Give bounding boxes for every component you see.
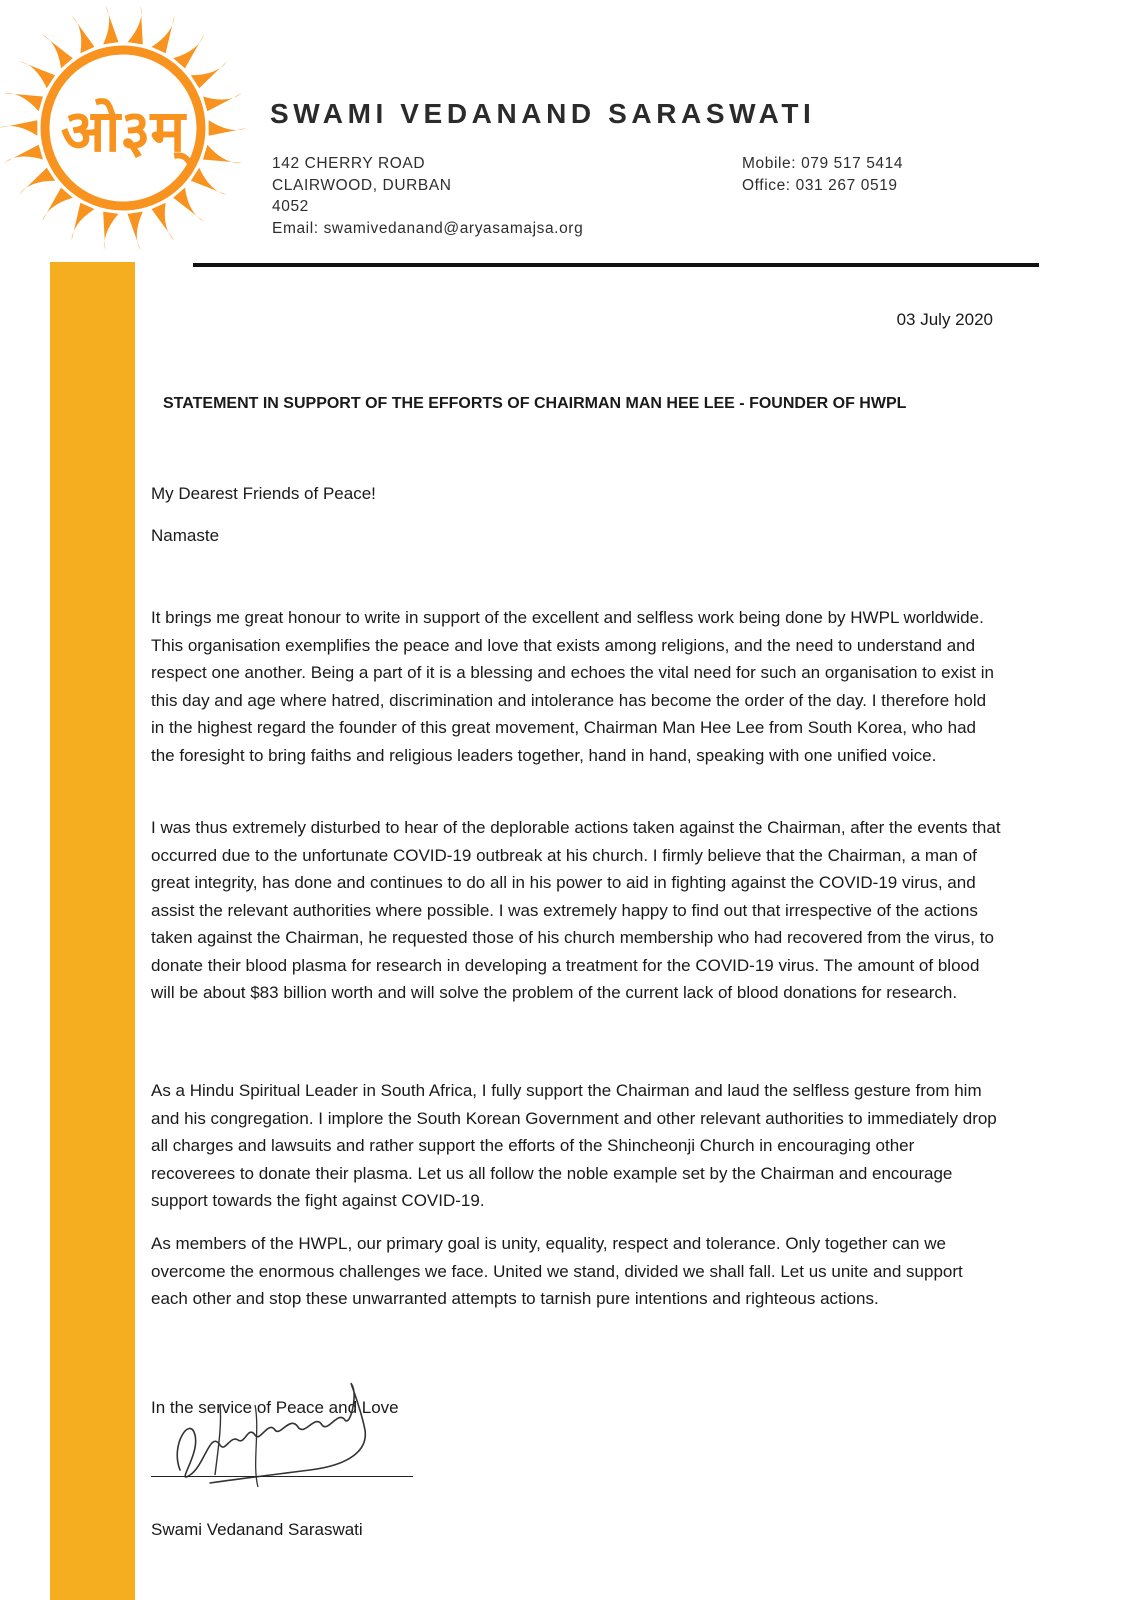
sun-ray <box>103 5 118 44</box>
sun-ray <box>152 15 175 53</box>
email-line: Email: swamivedanand@aryasamajsa.org <box>272 219 584 237</box>
orange-side-bar <box>50 262 135 1600</box>
sun-ray <box>191 168 227 195</box>
sun-ray <box>128 5 143 44</box>
sun-ray <box>42 188 73 222</box>
signature-line <box>151 1476 413 1477</box>
handwritten-signature <box>160 1375 390 1490</box>
sun-ray <box>173 188 204 222</box>
body-paragraph: As a Hindu Spiritual Leader in South Africa, I fully support the Chairman and laud the selfless gesture from him and his congregation. I implore the South Korean Government and other relevant authorities to immediately drop all charges and lawsuits and rather support the efforts of the Shincheonji Church in encouraging other recoverees to donate their plasma. Let us all follow the noble example set by the Chairman and encourage support towards the fight against COVID-19. <box>151 1081 997 1210</box>
sun-ray <box>103 212 118 251</box>
office-number: Office: 031 267 0519 <box>742 176 898 194</box>
signatory-name: Swami Vedanand Saraswati <box>151 1520 363 1539</box>
letter-subject: STATEMENT IN SUPPORT OF THE EFFORTS OF CHAIRMAN MAN HEE LEE - FOUNDER OF HWPL <box>163 395 907 412</box>
sun-ray <box>173 34 204 68</box>
sun-ray <box>42 34 73 68</box>
sun-ray <box>19 61 55 88</box>
sun-ray <box>203 145 242 163</box>
sun-ray <box>152 203 175 241</box>
letterhead-name: SWAMI VEDANAND SARASWATI <box>270 98 816 129</box>
sun-ray <box>4 93 43 111</box>
body-paragraph: As members of the HWPL, our primary goal is unity, equality, respect and tolerance. Only together can we overcome the enormous challenges we face. United we stand, divided we shall fall. Let us unite and support each other and stop these unwarranted attempts to tarnish pure intentions and righteous actions. <box>151 1234 963 1308</box>
salutation: My Dearest Friends of Peace! <box>151 484 376 503</box>
letterhead-contact <box>742 153 903 196</box>
sun-ray <box>203 93 242 111</box>
letterhead-address <box>272 153 583 239</box>
greeting: Namaste <box>151 526 220 545</box>
sun-ray <box>209 120 247 135</box>
closing-line: In the service of Peace and Love <box>151 1398 399 1417</box>
mobile-number: Mobile: 079 517 5414 <box>742 155 904 172</box>
address-line: 4052 <box>272 198 309 215</box>
address-line: CLAIRWOOD, DURBAN <box>272 176 452 194</box>
letter-date: 03 July 2020 <box>896 310 993 329</box>
sun-ray <box>191 61 227 88</box>
sun-ray <box>71 203 94 241</box>
sun-ray <box>19 168 55 195</box>
address-line: 142 CHERRY ROAD <box>272 155 426 172</box>
header-divider <box>193 263 1039 267</box>
sun-ray <box>4 145 43 163</box>
sun-ray <box>71 15 94 53</box>
body-paragraph: I was thus extremely disturbed to hear of the deplorable actions taken against the Chairman, after the events that occurred due to the unfortunate COVID-19 outbreak at his church. I firmly believe that the Chairman, a man of great integrity, has done and continues to do all in his power to aid in fighting against the COVID-19 virus, and assist the relevant authorities where possible. I was extremely happy to find out that irrespective of the actions taken against the Chairman, he requested those of his church membership who had recovered from the virus, to donate their blood plasma for research in developing a treatment for the COVID-19 virus. The amount of blood will be about $83 billion worth and will solve the problem of the current lack of blood donations for research. <box>151 818 1001 1002</box>
body-paragraph: It brings me great honour to write in support of the excellent and selfless work being done by HWPL worldwide. This organisation exemplifies the peace and love that exists among religions, and the need to understand and respect one another. Being a part of it is a blessing and echoes the vital need for such an organisation to exist in this day and age where hatred, discrimination and intolerance has become the order of the day. I therefore hold in the highest regard the founder of this great movement, Chairman Man Hee Lee from South Korea, who had the foresight to bring faiths and religious leaders together, hand in hand, speaking with one unified voice. <box>151 608 994 765</box>
sun-ray <box>128 212 143 251</box>
sun-ray <box>0 120 37 135</box>
om-symbol: ओ३म् <box>60 97 186 165</box>
om-sun-logo <box>0 0 255 262</box>
